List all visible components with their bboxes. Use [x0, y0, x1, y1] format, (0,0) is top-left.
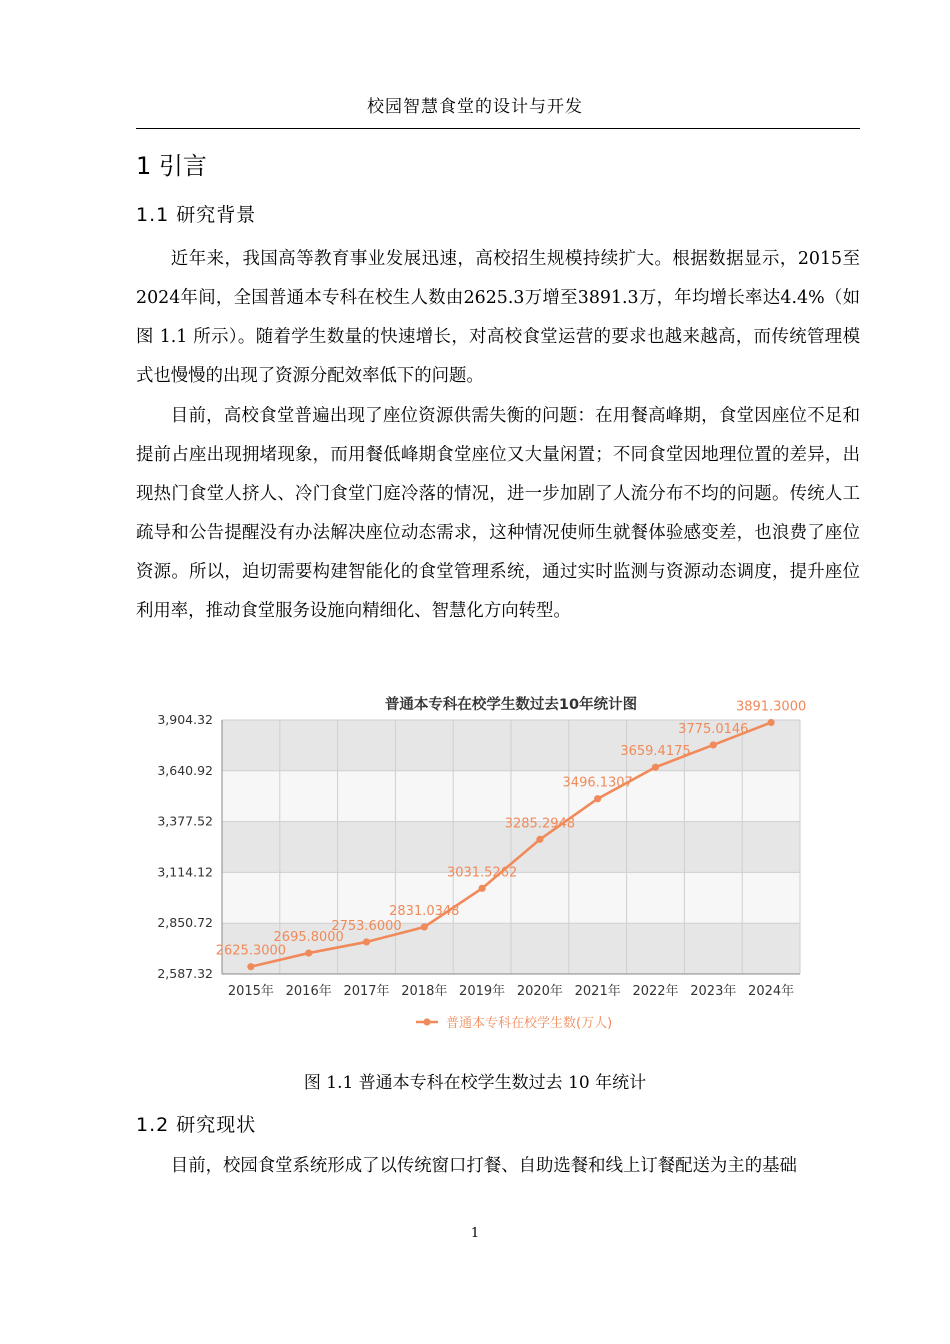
- data-label: 3285.2948: [504, 816, 576, 832]
- background-paragraph-2: 目前，高校食堂普遍出现了座位资源供需失衡的问题：在用餐高峰期，食堂因座位不足和提前占座出现拥堵现象，而用餐低峰期食堂座位又大量闲置；不同食堂因地理位置的差异，出现热门食堂人挤人、冷门食堂门庭冷落的情况，进一步加剧了人流分布不均的问题。传统人工疏导和公告提醒没有办法解决座位动态需求，这种情况使师生就餐体验感变差，也浪费了座位资源。所以，迫切需要构建智能化的食堂管理系统，通过实时监测与资源动态调度，提升座位利用率，推动食堂服务设施向精细化、智慧化方向转型。: [136, 406, 860, 621]
- section-heading-1: 1 引言: [136, 152, 207, 180]
- x-tick-label: 2015年: [227, 984, 274, 999]
- running-header-title: 校园智慧食堂的设计与开发: [367, 97, 583, 117]
- data-label: 2753.6000: [331, 918, 402, 934]
- x-tick-label: 2016年: [285, 984, 332, 999]
- data-point: [768, 719, 775, 726]
- figure-caption: 图 1.1 普通本专科在校学生数过去 10 年统计: [303, 1073, 647, 1093]
- data-label: 2695.8000: [273, 930, 344, 946]
- data-point: [363, 938, 370, 945]
- y-tick-label: 3,377.52: [157, 813, 213, 829]
- data-label: 3031.5262: [446, 865, 518, 881]
- x-tick-label: 2024年: [748, 984, 795, 999]
- y-tick-label: 3,640.92: [157, 762, 213, 778]
- data-point: [247, 963, 254, 970]
- data-point: [305, 949, 312, 956]
- student-count-line-chart: [150, 690, 810, 1040]
- x-tick-label: 2017年: [343, 984, 390, 999]
- data-label: 3659.4175: [620, 744, 691, 760]
- y-tick-label: 3,904.32: [157, 712, 213, 727]
- data-point: [594, 795, 601, 802]
- chart-title: 普通本专科在校学生数过去10年统计图: [384, 697, 638, 713]
- data-point: [710, 741, 717, 748]
- legend-label: 普通本专科在校学生数(万人): [446, 1016, 613, 1031]
- x-tick-label: 2023年: [690, 984, 737, 999]
- x-tick-label: 2020年: [516, 984, 563, 999]
- data-label: 3775.0146: [678, 721, 749, 737]
- y-tick-label: 2,850.72: [157, 915, 213, 931]
- legend-point-marker: [423, 1018, 430, 1025]
- page-number: 1: [470, 1226, 480, 1241]
- y-tick-label: 2,587.32: [157, 966, 213, 981]
- data-label: 2831.0348: [389, 903, 460, 919]
- data-point: [652, 764, 659, 771]
- y-tick-label: 3,114.12: [157, 864, 213, 880]
- background-paragraph-1: 近年来，我国高等教育事业发展迅速，高校招生规模持续扩大。根据数据显示，2015至2024年间，全国普通本专科在校生人数由2625.3万增至3891.3万，年均增长率达4.4%（如图 1.1 所示）。随着学生数量的快速增长，对高校食堂运营的要求也越来越高，而传统管理模式也慢慢的出现了资源分配效率低下的问题。: [136, 249, 860, 386]
- x-tick-label: 2021年: [574, 984, 621, 999]
- data-point: [421, 923, 428, 930]
- header-rule: [136, 128, 860, 129]
- data-label: 3891.3000: [735, 699, 807, 715]
- section-heading-1-1: 1.1 研究背景: [136, 204, 257, 226]
- x-tick-label: 2019年: [459, 984, 506, 999]
- data-point: [536, 836, 543, 843]
- data-point: [479, 885, 486, 892]
- data-label: 3496.1307: [562, 775, 633, 791]
- section-heading-1-2: 1.2 研究现状: [136, 1114, 257, 1136]
- status-paragraph-1: 目前，校园食堂系统形成了以传统窗口打餐、自助选餐和线上订餐配送为主的基础: [170, 1156, 797, 1176]
- x-tick-label: 2018年: [401, 984, 448, 999]
- x-tick-label: 2022年: [632, 984, 679, 999]
- data-label: 2625.3000: [215, 943, 287, 959]
